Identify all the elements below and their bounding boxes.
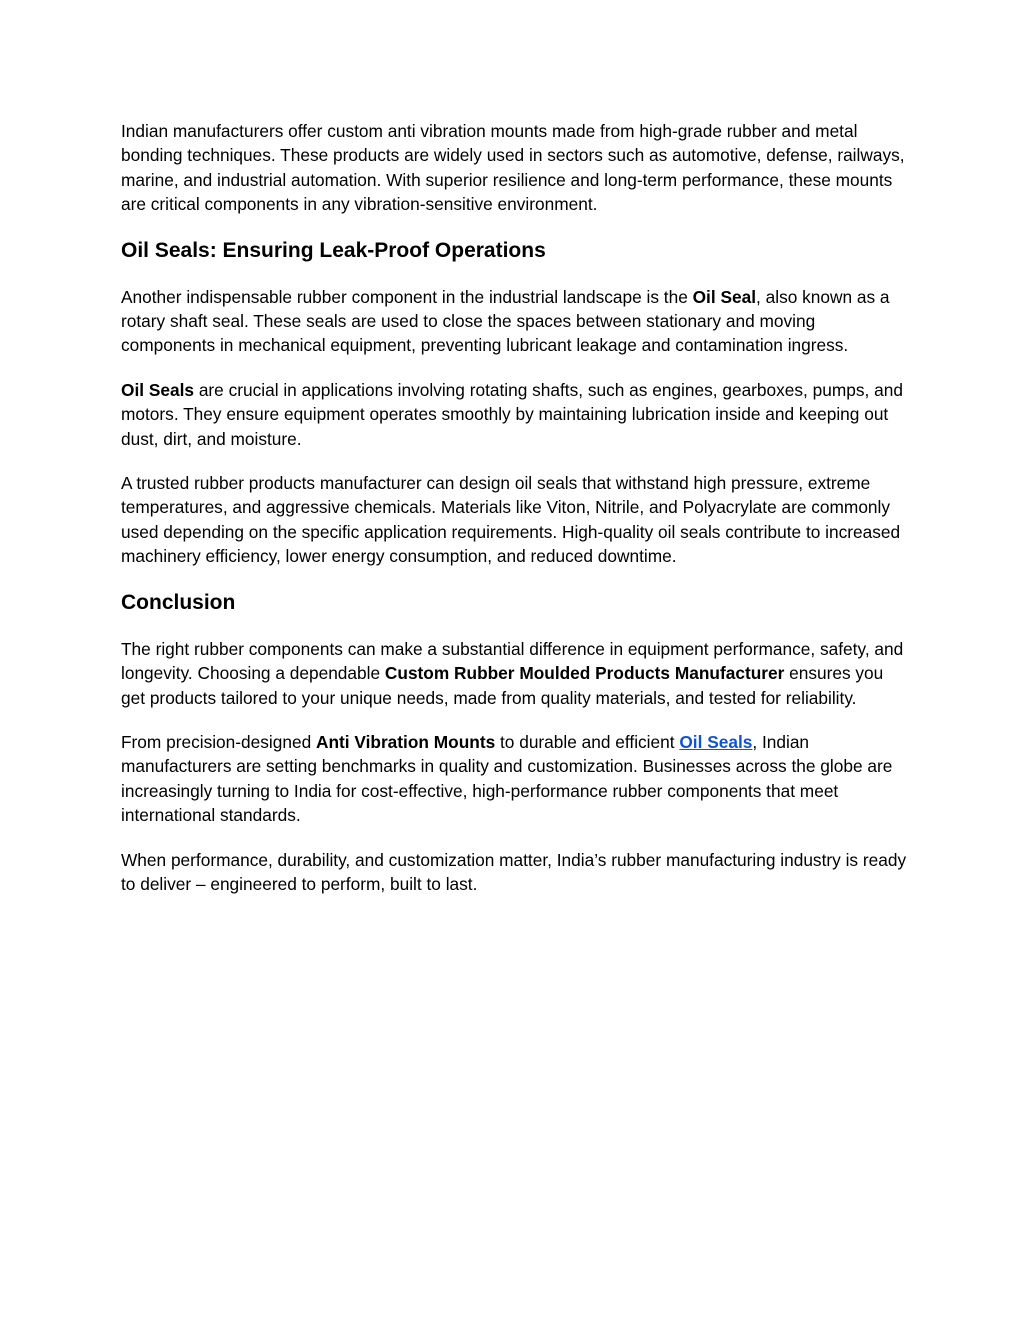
bold-term: Anti Vibration Mounts (315, 731, 496, 752)
bold-term: Custom Rubber Moulded Products Manufacturer (384, 663, 785, 684)
oil-seal-definition-paragraph (121, 285, 911, 358)
bold-term: Oil Seals (121, 379, 195, 400)
conclusion-paragraph-2 (121, 730, 911, 828)
oil-seal-materials-paragraph (121, 471, 911, 569)
conclusion-paragraph-1 (121, 637, 911, 710)
paragraph-text: A trusted rubber products manufacturer can design oil seals that withstand high pressure, extreme temperatures, and aggressive chemicals. Materials like Viton, Nitrile, and Polyacrylate are commonly used depending on the specific application requirements. High-quality oil seals contribute to increased machinery efficiency, lower energy consumption, and reduced downtime. (121, 473, 901, 567)
paragraph-text: , Indian manufacturers are setting benchmarks in quality and customization. Businesses across the globe are increasingly turning to India for cost-effective, high-performance rubber components that meet international standards. (121, 731, 893, 826)
intro-paragraph (121, 119, 911, 217)
closing-paragraph (121, 848, 911, 897)
oil-seal-applications-paragraph (121, 378, 911, 451)
intro-text: Indian manufacturers offer custom anti vibration mounts made from high-grade rubber and metal bonding techniques. These products are widely used in sectors such as automotive, defense, railways, marine, and industrial automation. With superior resilience and long-term performance, these mounts are critical components in any vibration-sensitive environment. (121, 121, 905, 215)
oil-seals-heading: Oil Seals: Ensuring Leak-Proof Operations (121, 238, 546, 262)
paragraph-text: Another indispensable rubber component in the industrial landscape is the (121, 286, 693, 307)
paragraph-text: When performance, durability, and customization matter, India’s rubber manufacturing industry is ready to deliver – engineered to perform, built to last. (121, 849, 907, 894)
paragraph-text: to durable and efficient (495, 731, 680, 752)
paragraph-text: are crucial in applications involving rotating shafts, such as engines, gearboxes, pumps, and motors. They ensure equipment operates smoothly by maintaining lubrication inside and keeping out dust, dirt, and moisture. (121, 379, 903, 449)
document-page (121, 119, 911, 916)
bold-term: Oil Seal (692, 286, 757, 307)
paragraph-text: The right rubber components can make a substantial difference in equipment performance, safety, and longevity. Choosing a dependable (121, 638, 904, 684)
paragraph-text: From precision-designed (121, 731, 316, 752)
paragraph-text: , also known as a rotary shaft seal. These seals are used to close the spaces between stationary and moving components in mechanical equipment, preventing lubricant leakage and contamination ingress. (121, 286, 890, 356)
conclusion-heading: Conclusion (121, 590, 236, 614)
oil-seals-link[interactable]: Oil Seals (679, 731, 753, 752)
paragraph-text: ensures you get products tailored to your unique needs, made from quality materials, and tested for reliability. (121, 663, 884, 708)
